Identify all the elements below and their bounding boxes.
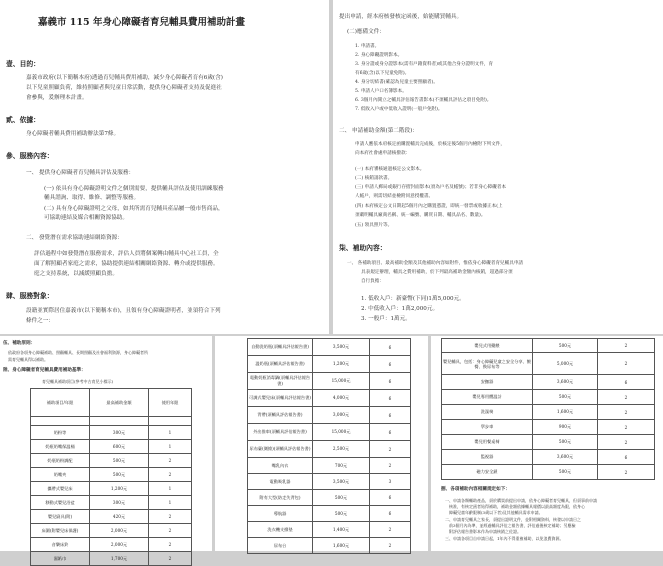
table-cell: 6 (370, 373, 411, 390)
subsidy-table-continued (441, 338, 655, 480)
paragraph-line: 身心障礙者輔具費用補助辦法第7條。 (26, 131, 120, 137)
table-cell: 2 (598, 339, 655, 353)
table-cell: 3 (370, 474, 411, 490)
table-row (31, 482, 192, 496)
table-cell: 附有大型(防走失背包) (248, 490, 313, 506)
table-row (248, 474, 411, 490)
table-row (442, 339, 655, 353)
table-row (248, 490, 411, 506)
paragraph-line: 評估過程中如發覺潛在服務需求，評估人員將個案轉由輔具中心社工員，全 (34, 251, 219, 257)
list-item: 人帳戶，則需切結並檢附同意授權書。 (355, 194, 434, 199)
note-line: 三、申請各項目自申請日起，1年內不得重複補助，以免浪費資源。 (445, 536, 564, 541)
table-cell: 3,500元 (313, 339, 370, 356)
list-item: (四) 本府核定公文日期起5個月內之購置憑證，即統一發票或收據正本(上 (355, 204, 503, 209)
paragraph-line: 面了解照顧者家庭之需求，協助提供連結相關網絡資源、轉介或提供服務。 (34, 261, 219, 267)
table-cell: 6 (598, 375, 655, 390)
table-cell: 2 (370, 441, 411, 458)
table-cell (149, 417, 192, 426)
table-cell: 磁力安全鎖 (442, 465, 533, 480)
section-services-heading: 參、服務內容： (6, 152, 54, 160)
table-cell: 安撫器 (442, 375, 533, 390)
table-cell (31, 417, 90, 426)
table-cell: 嬰兒寢具(附) (31, 510, 90, 524)
table-cell: 嘴乳內衣 (248, 458, 313, 474)
table-cell: 1,200元 (90, 482, 149, 496)
table-row (442, 375, 655, 390)
list-item: (二) 具有身心障礙證明之父母，如其所需育兒輔具產品屬一般市售商品， (44, 206, 224, 212)
table-cell: 2 (149, 552, 192, 566)
table-cell: 6 (370, 356, 411, 373)
paragraph-line: 設籍並實際居住嘉義市(以下簡稱本市)，且領有身心障礙證明者，並須符合下列 (26, 308, 221, 314)
table-cell: 1,400元 (313, 522, 370, 538)
table-row (31, 538, 192, 552)
table-cell: 3,600元 (533, 450, 598, 465)
table-cell: 15,000元 (313, 424, 370, 441)
table-cell: 洗澡椅 (442, 405, 533, 420)
list-item: 3. 身分證或身分證影本(需有戶籍資料者)或其他合身分證明文件，育 (355, 62, 494, 67)
table-cell: 2 (598, 353, 655, 375)
table-cell: 600元 (90, 440, 149, 454)
table-cell: 2 (149, 468, 192, 482)
table-cell: 5,000元 (533, 353, 598, 375)
table-cell: 自動洗奶瓶(須輔具評估報告書) (248, 339, 313, 356)
table-header: 補助項目/年限 (31, 389, 90, 417)
table-cell: 2,500元 (313, 441, 370, 458)
list-item: 1. 申請書。 (355, 44, 380, 49)
note-line: 一、申請各類輔助產品，須於購買前提出申請，依身心障礙者育兒輔具，但須事前申請 (445, 498, 597, 503)
table-row (248, 356, 411, 373)
table-cell: 2 (370, 522, 411, 538)
list-item: 可協助連結及媒合相關資源協助。 (44, 215, 128, 221)
table-cell: 500元 (90, 468, 149, 482)
table-cell: 2 (149, 510, 192, 524)
subsection-heading: (二)應備文件： (347, 29, 385, 35)
paragraph-line: 嘉義市政府(以下簡稱本府)透過育兒輔具費用補助，減少身心障礙者育有6歲(含) (26, 75, 223, 81)
table-row (31, 510, 192, 524)
paragraph-line: 會參與，爰辦理本計畫。 (26, 95, 88, 101)
section-content-heading: 柒、補助內容： (339, 244, 387, 252)
table-cell: 2 (370, 538, 411, 554)
document-page-4 (215, 336, 428, 551)
list-item: (二) 核銷請款書。 (355, 176, 393, 181)
table-cell: 嬰兒式用藥餵 (442, 339, 533, 353)
note-line: 二、申請育兒輔具之家長，須提出證明文件，並附相關資料，核發以申請日之 (445, 517, 581, 522)
document-page-3 (0, 336, 212, 561)
list-item: (五) 領具照片等。 (355, 223, 393, 228)
table-cell: 2,000元 (90, 538, 149, 552)
list-item: 3. 一般戶：1萬元。 (361, 316, 411, 322)
paragraph-line: 庭之支持系統，以減緩照顧負擔。 (34, 271, 118, 277)
section-heading: 陸、身心障礙者育兒輔具費用補助基準： (3, 368, 86, 373)
list-item: 6. 3個月內開立之輔具評估報告書影本(不須輔具評估之項目免附)。 (355, 98, 492, 103)
table-cell: 6 (370, 424, 411, 441)
table-cell: 900元 (533, 420, 598, 435)
paragraph-line: 條件之一： (26, 318, 54, 324)
table-cell: 500元 (533, 465, 598, 480)
table-row (248, 441, 411, 458)
table-cell: 嬰兒用餐桌椅 (442, 435, 533, 450)
table-cell: 1 (149, 426, 192, 440)
table-cell: 2 (598, 405, 655, 420)
table-row (442, 450, 655, 465)
table-cell: 420元 (90, 510, 149, 524)
paragraph-line: 自行負擔： (361, 279, 384, 284)
note-line: 附評估報告書影本作為申請核銷之佐證。 (449, 529, 521, 534)
paragraph-line: 具表規定辦理，輔具之費用補助，於下列最高補助金額內核銷，超過部分須 (361, 270, 513, 275)
table-cell: 2 (149, 538, 192, 552)
table-cell: 1,200元 (313, 356, 370, 373)
table-cell: 學步車 (442, 420, 533, 435)
list-item: 須載明輔具廠商名稱、統一編號、購買日期、輔具品名、數量)。 (355, 213, 486, 218)
table-row (31, 496, 192, 510)
subsection-heading: 二、 申請補助金額(第二階段)： (339, 128, 418, 134)
list-item: 二、 發覺潛在需求協助連結網絡資源： (26, 235, 123, 241)
table-cell (90, 417, 149, 426)
table-row (31, 440, 192, 454)
table-cell: 1 (149, 482, 192, 496)
list-item: 5. 申請人戶口名簿影本。 (355, 89, 407, 94)
list-item: (三) 申請人郵局或銀行存摺封面影本(須為戶名及帳號)；若非身心障礙者本 (355, 185, 507, 190)
list-item: 有6歲(含)以下兒童免附)。 (355, 71, 410, 76)
table-cell: 4,000元 (313, 390, 370, 407)
note-line: 核准，有核定函者始得補助，補助金額依據輔具報價以最高額度為限，依身心 (449, 504, 585, 509)
table-row (31, 426, 192, 440)
paragraph-line: 以下兒童照顧負荷，維持照顧者與兒童日常活動，提供身心障礙者支持及促進社 (26, 85, 222, 91)
table-cell: 700元 (313, 458, 370, 474)
table-cell: 音樂床鈴 (31, 538, 90, 552)
section-heading: 捌、各項補助內容相關規定如下： (441, 487, 510, 492)
table-cell: 500元 (90, 454, 149, 468)
table-cell: 可調式嬰兒床(須輔具評估報告書) (248, 390, 313, 407)
list-item: 輔具諮詢、取得、維修、調整等服務。 (44, 195, 140, 201)
table-row (248, 506, 411, 522)
table-cell: 床圍(附嬰兒床保護) (31, 524, 90, 538)
table-title: 育兒輔具補助項目(參考中古育兒小標示) (42, 379, 114, 384)
table-cell: 1,700元 (90, 552, 149, 566)
table-row (442, 353, 655, 375)
note-line: 障礙兒童年齡限制(3歲以下者)及其他輔具需求申請。 (449, 510, 543, 515)
table-row (31, 454, 192, 468)
table-row (31, 524, 192, 538)
table-cell: 500元 (533, 435, 598, 450)
table-cell: 監視器 (442, 450, 533, 465)
table-cell: 6 (598, 450, 655, 465)
table-cell: 2 (598, 465, 655, 480)
table-row (442, 405, 655, 420)
paragraph-line: 需育兒輔具得以補助。 (8, 357, 48, 362)
list-item: 一、 提供身心障礙者育兒輔具評估及服務： (26, 170, 135, 176)
document-page-2 (333, 0, 663, 334)
table-row (442, 465, 655, 480)
table-row (31, 552, 192, 566)
table-row (248, 407, 411, 424)
table-cell: 2 (149, 454, 192, 468)
list-item: 2. 中低收入戶：1萬2,000元。 (361, 306, 439, 312)
section-heading: 伍、補助原則： (3, 341, 36, 346)
table-row (248, 522, 411, 538)
document-page-1 (0, 0, 329, 334)
subsidy-table (30, 388, 192, 566)
table-cell: 電動吸乳器 (248, 474, 313, 490)
table-cell: 6 (370, 506, 411, 522)
table-row (248, 373, 411, 390)
table-cell: 15,000元 (313, 373, 370, 390)
table-row (248, 538, 411, 554)
table-cell: 6 (370, 339, 411, 356)
table-cell: 2 (370, 458, 411, 474)
list-item: 4. 身分切結書(確認為兒童主要照顧者)。 (355, 80, 438, 85)
table-row (31, 417, 192, 426)
table-cell: 1,600元 (313, 538, 370, 554)
table-cell: 2 (598, 390, 655, 405)
table-cell: 奶瓶奶粉調配 (31, 454, 90, 468)
table-cell: 尿布台 (248, 538, 313, 554)
table-cell: 500元 (313, 490, 370, 506)
table-cell: 溫奶瓶(須輔具評估報告書) (248, 356, 313, 373)
list-item: 7. 低收入戶或中低收入證明(一般戶免附)。 (355, 107, 443, 112)
table-cell: 3,000元 (313, 407, 370, 424)
table-row (248, 390, 411, 407)
table-cell: 3,600元 (533, 375, 598, 390)
table-cell: 導航器 (248, 506, 313, 522)
table-cell: 外出推車(須輔具評估報告書) (248, 424, 313, 441)
table-cell: 奶粉等 (31, 426, 90, 440)
table-header-row (31, 389, 192, 417)
section-target-heading: 肆、服務對象： (6, 292, 54, 300)
table-cell: 300元 (90, 426, 149, 440)
table-cell: 1 (149, 440, 192, 454)
table-cell: 2,000元 (90, 524, 149, 538)
table-cell: 濕紙巾 (31, 552, 90, 566)
table-cell: 移動式嬰兒浴盆 (31, 496, 90, 510)
table-cell: 背帶(須輔具評估報告書) (248, 407, 313, 424)
table-cell: 300元 (90, 496, 149, 510)
note-line: 前3個月內為準，並經過輔具評估之報告書，評估過後核定補助；另應檢 (449, 523, 576, 528)
table-cell: 500元 (313, 506, 370, 522)
page-title: 嘉義市 115 年身心障礙者育兒輔具費用補助計畫 (38, 17, 245, 28)
table-cell: 2 (598, 420, 655, 435)
table-cell: 嬰兒輔具，包括：身心障礙兒童之安全分享、餵餐、換尿布等 (442, 353, 533, 375)
table-cell: 嬰兒專用體溫計 (442, 390, 533, 405)
table-row (248, 424, 411, 441)
table-cell: 6 (370, 390, 411, 407)
table-cell: 電動奶瓶消毒鍋(須輔具評估報告書) (248, 373, 313, 390)
paragraph-line: 向本府社會處申請核撥款： (355, 151, 411, 156)
list-item: 一、 各補助項目、最高補助金額及其他補助內容如附件，惟依身心障礙者育兒輔具申請 (347, 261, 524, 266)
list-item: 1. 低收入戶：新臺幣(下同)1萬5,000元。 (361, 296, 465, 302)
table-header: 使用年限 (149, 389, 192, 417)
table-cell: 500元 (533, 390, 598, 405)
table-row (248, 339, 411, 356)
paragraph-line: 提出申請，經本府核發核定函後，始能購買輔具。 (339, 14, 463, 20)
section-purpose-heading: 壹、目的： (6, 60, 40, 68)
table-cell: 奶瓶奶嘴保溫桶 (31, 440, 90, 454)
table-cell: 6 (370, 490, 411, 506)
table-row (442, 390, 655, 405)
table-cell: 攜帶式嬰兒床 (31, 482, 90, 496)
table-cell: 尿布臺(側掀)(須輔具評估報告書) (248, 441, 313, 458)
table-cell: 洗衣機支撐墊 (248, 522, 313, 538)
table-row (442, 420, 655, 435)
list-item: 2. 身心障礙證明影本。 (355, 53, 403, 58)
table-cell: 奶嘴夾 (31, 468, 90, 482)
table-cell: 1 (149, 496, 192, 510)
table-cell: 2 (598, 435, 655, 450)
document-page-5 (431, 336, 663, 551)
subsidy-table-continued (247, 338, 411, 554)
table-row (442, 435, 655, 450)
section-basis-heading: 貳、依據： (6, 116, 40, 124)
paragraph-line: 申請人應依本府核定函購置輔具完成後，於核定後5個月內檢附下列文件， (355, 142, 505, 147)
table-cell: 6 (370, 407, 411, 424)
table-cell: 2 (149, 524, 192, 538)
table-cell: 1,600元 (533, 405, 598, 420)
table-cell: 3,500元 (313, 474, 370, 490)
list-item: (一) 依具有身心障礙證明文件之個別需要，提供輔具評估及使用訓練服務 (44, 186, 224, 192)
table-row (248, 458, 411, 474)
table-header: 最高補助金額 (90, 389, 149, 417)
paragraph-line: 依政府各項身心障礙補助、照顧輔具、長期照顧及社會福利資源，身心障礙者所 (8, 350, 148, 355)
list-item: (一) 本府審核通過核定公文影本。 (355, 167, 425, 172)
table-row (31, 468, 192, 482)
table-cell: 500元 (533, 339, 598, 353)
